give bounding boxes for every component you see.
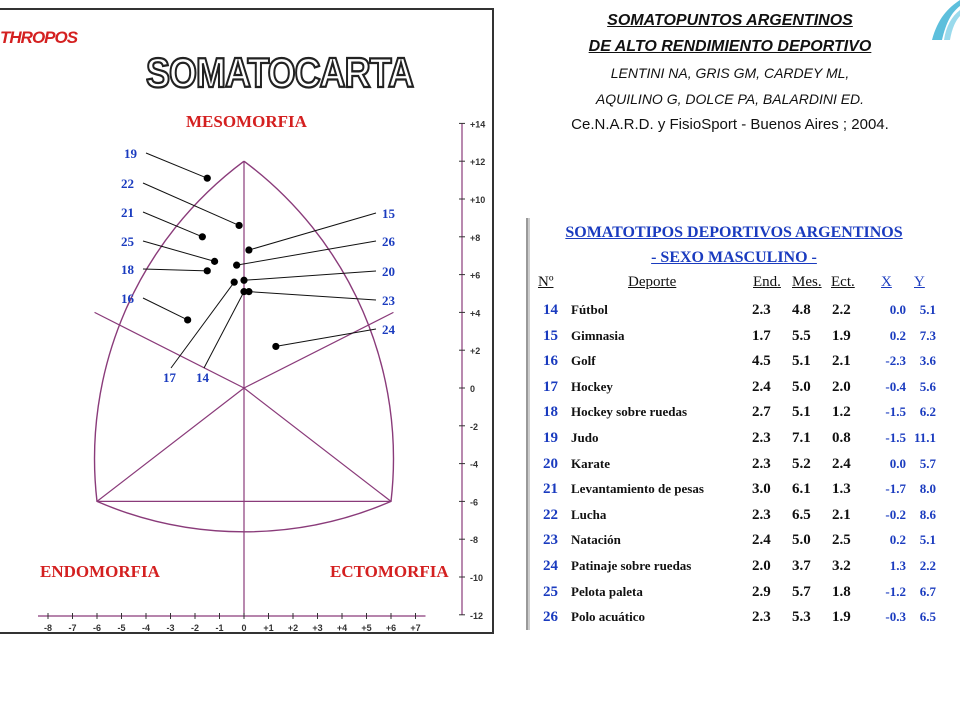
point-label: 20 [382,264,395,279]
row-y: 6.2 [919,404,936,420]
x-tick-label: -5 [117,623,126,633]
data-point [204,175,211,182]
y-tick-label: +14 [470,119,486,130]
row-number: 26 [543,609,558,626]
row-number: 23 [543,532,558,549]
table-row [528,353,940,378]
reference-title-line1: SOMATOPUNTOS ARGENTINOS [607,12,853,29]
table-row [528,456,940,481]
row-x: -1.2 [885,583,906,599]
row-x: -0.3 [885,609,906,625]
somatochart-panel [0,8,494,634]
row-endomorphy: 2.3 [752,609,771,626]
row-number: 22 [543,506,558,523]
row-sport: Fútbol [571,302,608,317]
row-sport: Golf [571,353,596,369]
row-mesomorphy: 5.1 [792,353,811,370]
data-point [199,233,206,240]
table-title-line2: - SEXO MASCULINO - [651,249,817,266]
row-endomorphy: 4.5 [752,353,771,370]
leader-line [204,292,244,368]
row-number: 15 [543,327,558,344]
row-y: 8.6 [919,506,936,522]
row-y: 5.6 [919,378,936,394]
row-endomorphy: 2.4 [752,378,771,395]
row-x: -1.5 [885,404,906,420]
row-ectomorphy: 1.9 [832,609,851,626]
header-x: X [881,274,892,290]
row-y: 8.0 [919,481,936,497]
table-row [528,328,940,353]
table-row [528,609,940,634]
row-sport: Karate [571,455,610,471]
point-label: 24 [382,322,395,337]
axis-name-endomorfia: ENDOMORFIA [40,562,160,581]
row-endomorphy: 1.7 [752,327,771,344]
table-row [528,558,940,583]
point-label: 21 [121,205,134,220]
row-sport: Hockey [571,378,613,394]
row-number: 16 [543,353,558,370]
row-ectomorphy: 2.4 [832,455,851,472]
y-tick-label: +8 [470,232,481,243]
row-ectomorphy: 3.2 [832,558,851,574]
x-tick-label: -4 [141,623,151,633]
point-label: 19 [124,146,137,161]
row-ectomorphy: 2.0 [832,378,851,395]
row-ectomorphy: 1.2 [832,404,851,421]
y-tick-label: +6 [470,270,481,281]
axis-name-mesomorfia: MESOMORFIA [186,112,307,131]
row-number: 19 [543,430,558,446]
row-ectomorphy: 1.3 [832,481,851,498]
row-y: 2.2 [919,558,936,573]
point-label: 25 [121,234,134,249]
point-label: 15 [382,206,395,221]
header-mes: Mes. [792,274,822,290]
row-y: 6.5 [919,609,936,625]
row-endomorphy: 2.3 [752,506,771,523]
y-tick-label: +12 [470,157,486,168]
row-number: 14 [543,302,558,318]
row-x: -0.2 [885,506,906,522]
point-label: 16 [121,291,134,306]
table-row [528,404,940,429]
row-ectomorphy: 2.1 [832,506,851,523]
leader-line [171,282,234,368]
table-row [528,584,940,609]
axis-line-endo [97,388,244,501]
row-x: -0.4 [885,378,906,394]
row-mesomorphy: 5.0 [792,532,811,549]
leader-line [249,292,376,300]
reference-authors-line2: AQUILINO G, DOLCE PA, BALARDINI ED. [595,91,865,107]
row-x: 0.2 [889,327,906,343]
data-point [272,343,279,350]
somatotype-table [526,218,940,630]
table-row [528,302,940,327]
row-mesomorphy: 5.2 [792,455,811,472]
y-tick-label: -6 [470,497,479,508]
axis-line-ecto [244,388,391,501]
row-sport: Lucha [571,506,607,522]
row-number: 25 [543,583,558,600]
header-sport: Deporte [628,274,677,290]
row-ectomorphy: 1.8 [832,583,851,600]
row-ectomorphy: 2.2 [832,302,851,318]
data-point [245,288,252,295]
row-mesomorphy: 4.8 [792,302,811,318]
row-ectomorphy: 2.1 [832,353,851,370]
row-x: 0.0 [889,455,906,471]
y-tick-label: -12 [470,610,484,621]
header-ect: Ect. [831,274,855,290]
row-sport: Patinaje sobre ruedas [571,558,692,573]
leader-line [143,212,202,237]
data-point [240,277,247,284]
row-endomorphy: 2.9 [752,583,771,600]
x-tick-label: -6 [92,623,102,633]
x-tick-label: +5 [361,623,372,633]
row-y: 5.1 [919,532,936,548]
table-row [528,532,940,557]
table-row [528,481,940,506]
point-label: 22 [121,176,134,191]
row-x: 0.0 [889,302,906,317]
point-label: 26 [382,234,395,249]
corner-decoration-icon [928,0,960,40]
row-sport: Gimnasia [571,327,625,343]
leader-line [143,269,207,271]
row-endomorphy: 2.0 [752,558,771,574]
row-endomorphy: 2.3 [752,302,771,318]
row-y: 3.6 [919,353,936,369]
reference-authors-line1: LENTINI NA, GRIS GM, CARDEY ML, [610,65,850,81]
x-tick-label: -8 [43,623,53,633]
row-mesomorphy: 5.5 [792,327,811,344]
header-end: End. [753,274,781,290]
reference-block [520,8,940,138]
row-x: -1.7 [885,481,906,497]
x-tick-label: -1 [215,623,224,633]
y-tick-label: -8 [470,535,479,546]
table-title-line1: SOMATOTIPOS DEPORTIVOS ARGENTINOS [565,224,903,241]
row-sport: Levantamiento de pesas [571,481,704,497]
row-y: 5.7 [919,455,936,471]
row-y: 11.1 [913,430,936,445]
header-y: Y [914,274,925,290]
table-row [528,507,940,532]
leader-line [146,153,207,178]
row-x: 0.2 [889,532,906,548]
table-row [528,379,940,404]
leader-line [143,183,239,225]
row-endomorphy: 3.0 [752,481,771,498]
row-ectomorphy: 2.5 [832,532,851,549]
axis-name-ectomorfia: ECTOMORFIA [330,562,449,581]
row-number: 20 [543,455,558,472]
y-tick-label: +10 [470,195,486,205]
row-x: 1.3 [889,558,906,573]
row-endomorphy: 2.3 [752,430,771,446]
row-number: 17 [543,378,558,395]
row-mesomorphy: 5.1 [792,404,811,421]
point-label: 14 [196,370,209,385]
row-y: 7.3 [919,327,936,343]
row-number: 21 [543,481,558,498]
row-mesomorphy: 5.0 [792,378,811,395]
somatochart-svg [0,10,494,636]
reference-title-line2: DE ALTO RENDIMIENTO DEPORTIVO [588,38,872,55]
row-mesomorphy: 5.7 [792,583,811,600]
data-point [184,316,191,323]
row-number: 24 [543,558,558,574]
y-tick-label: -10 [470,573,484,583]
x-tick-label: +1 [263,623,274,633]
row-sport: Natación [571,532,621,548]
row-y: 5.1 [919,302,936,317]
row-x: -1.5 [885,430,906,445]
reference-source: Ce.N.A.R.D. y FisioSport - Buenos Aires ; 2004. [571,116,889,133]
leader-line [237,241,376,265]
y-tick-label: -2 [470,421,479,432]
row-sport: Hockey sobre ruedas [571,404,688,420]
header-num: Nº [538,274,554,290]
x-tick-label: +7 [410,623,421,633]
table-row [528,430,940,455]
row-sport: Polo acuático [571,609,646,625]
row-endomorphy: 2.7 [752,404,771,421]
data-point [231,279,238,286]
row-endomorphy: 2.4 [752,532,771,549]
chart-title: SOMATOCARTA [146,48,413,96]
x-tick-label: -3 [166,623,175,633]
leader-line [276,329,376,346]
x-tick-label: -2 [190,623,200,633]
data-point [204,267,211,274]
x-tick-label: +4 [336,623,348,633]
data-point [236,222,243,229]
logo: THROPOS [0,28,78,47]
row-ectomorphy: 0.8 [832,430,851,446]
y-tick-label: +2 [470,346,481,357]
row-mesomorphy: 3.7 [792,558,811,574]
x-tick-label: -7 [68,623,77,633]
y-tick-label: 0 [470,384,476,394]
row-x: -2.3 [885,353,906,369]
row-number: 18 [543,404,558,421]
leader-line [143,298,188,320]
y-tick-label: +4 [470,308,481,319]
row-sport: Pelota paleta [571,583,643,599]
x-tick-label: +3 [312,623,323,633]
row-sport: Judo [571,430,599,445]
x-tick-label: 0 [241,623,247,633]
leader-line [244,271,376,280]
row-y: 6.7 [919,583,936,599]
point-label: 18 [121,262,134,277]
point-label: 17 [163,370,176,385]
data-point [245,246,252,253]
row-mesomorphy: 6.5 [792,506,811,523]
x-tick-label: +2 [287,623,299,633]
row-mesomorphy: 6.1 [792,481,811,498]
divider-right [244,312,393,388]
data-point [233,262,240,269]
row-mesomorphy: 5.3 [792,609,811,626]
point-label: 23 [382,293,395,308]
data-point [211,258,218,265]
x-tick-label: +6 [385,623,397,633]
row-endomorphy: 2.3 [752,455,771,472]
row-ectomorphy: 1.9 [832,327,851,344]
y-tick-label: -4 [470,459,479,470]
row-mesomorphy: 7.1 [792,430,811,446]
